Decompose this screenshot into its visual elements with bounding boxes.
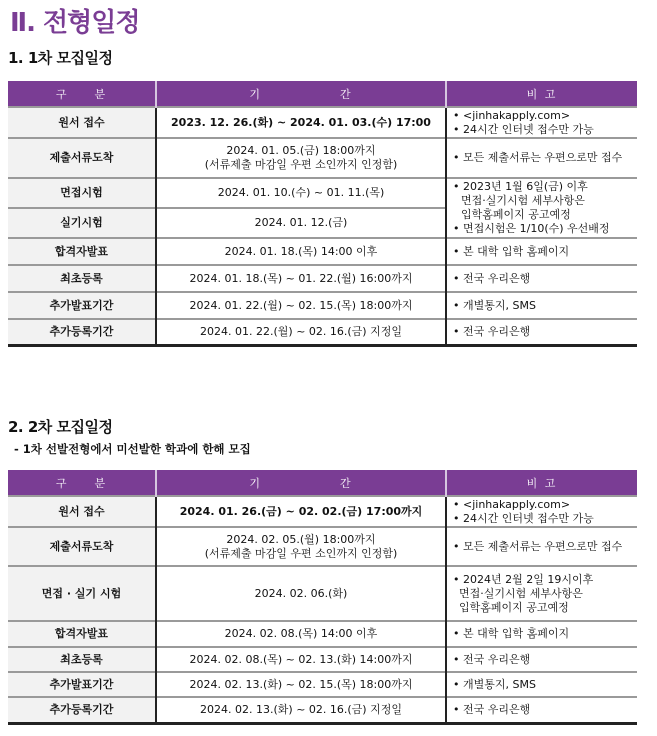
note: • 2024년 2월 2일 19시이후 (453, 572, 594, 586)
row-label: 추가발표기간 (8, 292, 156, 319)
row-period (156, 527, 446, 566)
row-label: 면접 · 실기 시험 (8, 566, 156, 621)
row-period: 2023. 12. 26.(화) ~ 2024. 01. 03.(수) 17:00 (156, 107, 446, 138)
page-title: Ⅱ. 전형일정 (10, 8, 140, 38)
note: 면접·실기시험 세부사항은 (461, 194, 585, 207)
schedule-table-1 (8, 81, 637, 347)
row-notes: • 전국 우리은행 (446, 319, 637, 345)
row-period: 2024. 02. 13.(화) ~ 02. 15.(목) 18:00까지 (156, 672, 446, 697)
note: • 24시간 인터넷 접수만 가능 (453, 122, 594, 136)
row-notes (446, 566, 637, 621)
table-row (8, 319, 637, 345)
row-label: 원서 접수 (8, 496, 156, 527)
period-line: 2024. 01. 05.(금) 18:00까지 (226, 144, 376, 157)
table-row (8, 647, 637, 672)
table-row (8, 621, 637, 647)
row-period: 2024. 01. 22.(월) ~ 02. 16.(금) 지정일 (156, 319, 446, 345)
row-period: 2024. 02. 06.(화) (156, 566, 446, 621)
row-notes (446, 527, 637, 566)
section-2-heading: 2. 2차 모집일정 (8, 418, 113, 436)
table-row (8, 107, 637, 138)
header-period: 기 간 (156, 470, 446, 496)
row-label: 최초등록 (8, 265, 156, 292)
row-label: 추가등록기간 (8, 697, 156, 723)
row-label: 실기시험 (8, 208, 156, 238)
note: 면접·실기시험 세부사항은 (459, 586, 583, 600)
row-notes: • 개별통지, SMS (446, 292, 637, 319)
section-1-heading: 1. 1차 모집일정 (8, 49, 113, 67)
note: • 24시간 인터넷 접수만 가능 (453, 511, 594, 525)
table-row (8, 138, 637, 178)
table-row (8, 672, 637, 697)
row-notes (446, 496, 637, 527)
row-label: 면접시험 (8, 178, 156, 208)
table-row (8, 178, 637, 208)
row-notes (446, 138, 637, 178)
note-link: • <jinhakapply.com> (453, 497, 571, 511)
table-row (8, 527, 637, 566)
row-period: 2024. 01. 18.(목) ~ 01. 22.(월) 16:00까지 (156, 265, 446, 292)
row-period: 2024. 02. 13.(화) ~ 02. 16.(금) 지정일 (156, 697, 446, 723)
period-line: (서류제출 마감일 우편 소인까지 인정함) (204, 158, 398, 171)
row-label: 추가발표기간 (8, 672, 156, 697)
note: • 모든 제출서류는 우편으로만 접수 (453, 151, 623, 164)
header-category: 구 분 (8, 470, 156, 496)
row-label: 최초등록 (8, 647, 156, 672)
row-label: 제출서류도착 (8, 138, 156, 178)
row-notes (446, 107, 637, 138)
row-period: 2024. 01. 22.(월) ~ 02. 15.(목) 18:00까지 (156, 292, 446, 319)
table-row (8, 292, 637, 319)
note: • 모든 제출서류는 우편으로만 접수 (453, 539, 623, 553)
row-label: 제출서류도착 (8, 527, 156, 566)
row-period: 2024. 01. 18.(목) 14:00 이후 (156, 238, 446, 265)
header-notes: 비 고 (446, 81, 637, 107)
row-notes: • 개별통지, SMS (446, 672, 637, 697)
header-notes: 비 고 (446, 470, 637, 496)
row-notes: • 전국 우리은행 (446, 697, 637, 723)
row-label: 합격자발표 (8, 621, 156, 647)
note: 입학홈페이지 공고예정 (459, 600, 569, 614)
table-row (8, 265, 637, 292)
section-2-subheading: - 1차 선발전형에서 미선발한 학과에 한해 모집 (14, 442, 251, 456)
period-line: (서류제출 마감일 우편 소인까지 인정함) (204, 546, 398, 560)
table-row (8, 496, 637, 527)
period-line: 2024. 02. 05.(월) 18:00까지 (226, 532, 376, 546)
row-notes: • 전국 우리은행 (446, 647, 637, 672)
header-category: 구 분 (8, 81, 156, 107)
row-label: 추가등록기간 (8, 319, 156, 345)
row-period: 2024. 02. 08.(목) ~ 02. 13.(화) 14:00까지 (156, 647, 446, 672)
row-period: 2024. 01. 12.(금) (156, 208, 446, 238)
note: • 면접시험은 1/10(수) 우선배정 (453, 222, 610, 235)
row-notes: • 본 대학 입학 홈페이지 (446, 621, 637, 647)
header-period: 기 간 (156, 81, 446, 107)
row-label: 원서 접수 (8, 107, 156, 138)
row-notes (446, 178, 637, 238)
row-period (156, 138, 446, 178)
note-link: • <jinhakapply.com> (453, 108, 571, 122)
row-label: 합격자발표 (8, 238, 156, 265)
row-period: 2024. 01. 10.(수) ~ 01. 11.(목) (156, 178, 446, 208)
note: 입학홈페이지 공고예정 (461, 208, 571, 221)
row-notes: • 전국 우리은행 (446, 265, 637, 292)
row-period: 2024. 02. 08.(목) 14:00 이후 (156, 621, 446, 647)
row-notes: • 본 대학 입학 홈페이지 (446, 238, 637, 265)
table-row (8, 238, 637, 265)
table-row (8, 697, 637, 723)
row-period: 2024. 01. 26.(금) ~ 02. 02.(금) 17:00까지 (156, 496, 446, 527)
table-row (8, 566, 637, 621)
schedule-table-2 (8, 470, 637, 725)
note: • 2023년 1월 6일(금) 이후 (453, 180, 588, 193)
